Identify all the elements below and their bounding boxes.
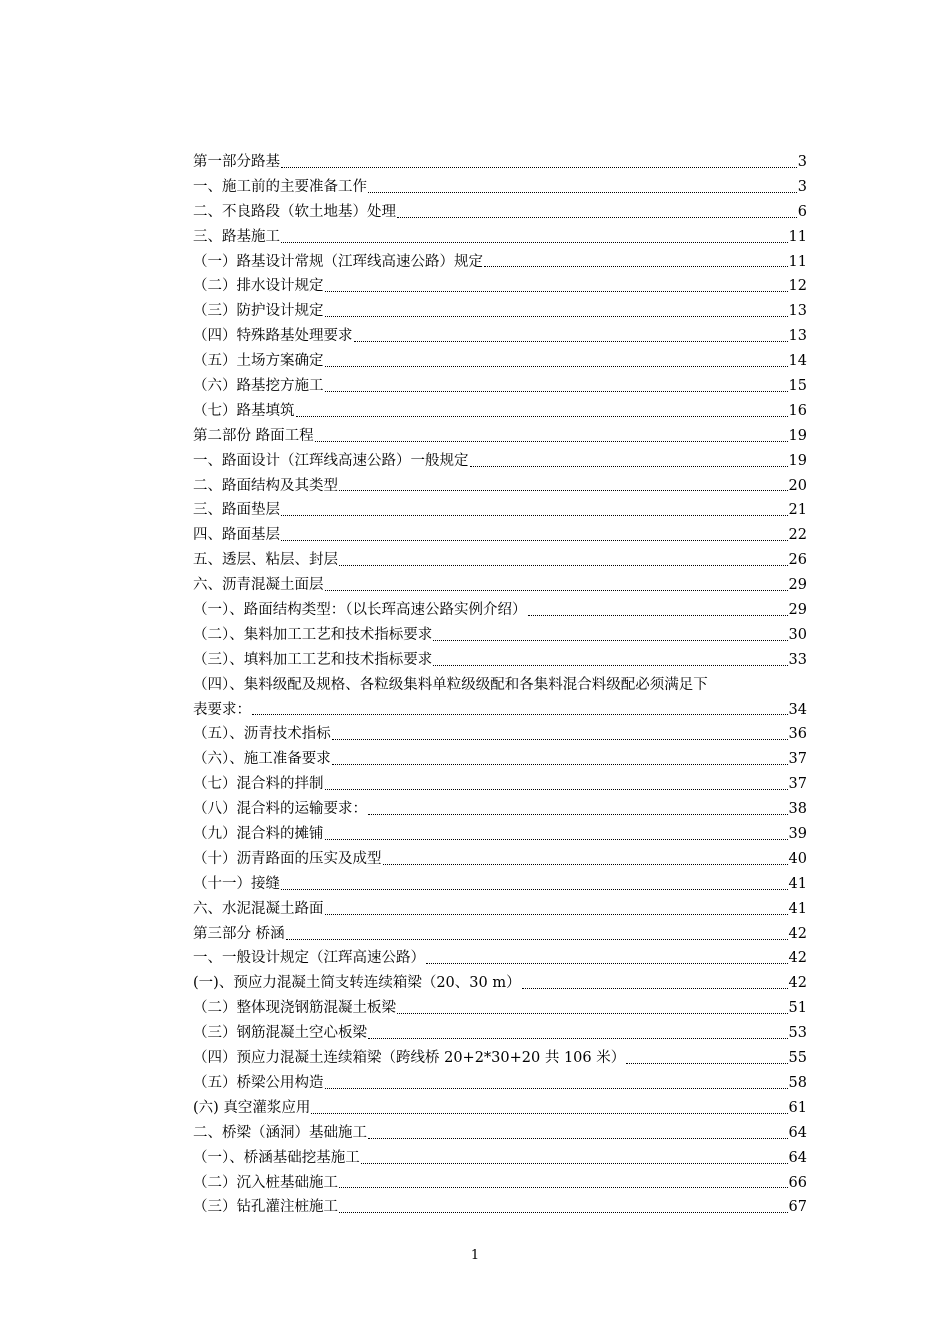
toc-entry-title: （八）混合料的运输要求： <box>193 801 367 818</box>
toc-dot-leader <box>325 789 788 790</box>
toc-entry[interactable] <box>193 1195 807 1220</box>
toc-dot-leader <box>433 665 787 666</box>
toc-entry-title: （七）路基填筑 <box>193 402 295 419</box>
toc-entry-page: 22 <box>788 527 807 544</box>
toc-entry-title: （五）、沥青技术指标 <box>193 726 331 743</box>
toc-dot-leader <box>286 939 788 940</box>
toc-dot-leader <box>339 1212 788 1213</box>
toc-entry[interactable] <box>193 1071 807 1096</box>
toc-dot-leader <box>383 864 788 865</box>
toc-entry-page: 6 <box>797 203 807 220</box>
table-of-contents <box>193 150 807 1220</box>
toc-entry[interactable] <box>193 474 807 499</box>
toc-entry-page: 58 <box>788 1074 807 1091</box>
toc-dot-leader <box>281 540 788 541</box>
toc-entry-title: 第三部分 桥涵 <box>193 925 285 942</box>
toc-entry[interactable] <box>193 1021 807 1046</box>
toc-dot-leader <box>325 839 788 840</box>
toc-entry[interactable] <box>193 399 807 424</box>
toc-dot-leader <box>397 217 797 218</box>
toc-dot-leader <box>315 441 788 442</box>
toc-entry-page: 19 <box>788 452 807 469</box>
toc-entry-page: 14 <box>788 353 807 370</box>
toc-dot-leader <box>522 988 788 989</box>
toc-entry[interactable] <box>193 175 807 200</box>
toc-entry[interactable] <box>193 872 807 897</box>
toc-entry-title: 六、水泥混凝土路面 <box>193 900 324 917</box>
toc-entry-page: 55 <box>788 1050 807 1067</box>
toc-dot-leader <box>325 366 788 367</box>
toc-entry-title: （二）、集料加工工艺和技术指标要求 <box>193 626 433 643</box>
toc-entry-title: 一、路面设计（江珲线高速公路）一般规定 <box>193 452 469 469</box>
toc-dot-leader <box>339 565 788 566</box>
toc-entry-title: （三）钢筋混凝土空心板梁 <box>193 1025 367 1042</box>
toc-entry[interactable] <box>193 523 807 548</box>
toc-dot-leader <box>368 1138 788 1139</box>
toc-entry[interactable] <box>193 971 807 996</box>
toc-dot-leader <box>332 764 788 765</box>
toc-entry-page: 33 <box>788 651 807 668</box>
toc-entry-page: 16 <box>788 402 807 419</box>
toc-entry-title: (六) 真空灌浆应用 <box>193 1099 311 1116</box>
toc-entry-page: 37 <box>788 751 807 768</box>
toc-entry-title: （九）混合料的摊铺 <box>193 826 324 843</box>
toc-entry-page: 37 <box>788 776 807 793</box>
toc-dot-leader <box>296 416 788 417</box>
toc-dot-leader <box>281 167 797 168</box>
toc-dot-leader <box>325 391 788 392</box>
toc-entry-title: 一、一般设计规定（江珲高速公路） <box>193 950 425 967</box>
page-number: 1 <box>470 1248 480 1263</box>
toc-entry[interactable] <box>193 374 807 399</box>
toc-dot-leader <box>339 1187 788 1188</box>
toc-entry[interactable] <box>193 449 807 474</box>
toc-dot-leader <box>470 466 788 467</box>
toc-entry-page: 11 <box>788 253 807 270</box>
toc-entry-title: （二）整体现浇钢筋混凝土板梁 <box>193 1000 396 1017</box>
toc-entry-page: 39 <box>788 826 807 843</box>
toc-entry-page: 26 <box>788 552 807 569</box>
toc-entry-title: 一、施工前的主要准备工作 <box>193 178 367 195</box>
toc-dot-leader <box>252 714 788 715</box>
toc-entry[interactable] <box>193 274 807 299</box>
toc-entry[interactable] <box>193 1171 807 1196</box>
toc-entry[interactable] <box>193 349 807 374</box>
toc-entry-page: 29 <box>788 602 807 619</box>
toc-entry-page: 64 <box>788 1124 807 1141</box>
toc-entry-title: （四）特殊路基处理要求 <box>193 328 353 345</box>
toc-entry-page: 29 <box>788 577 807 594</box>
toc-dot-leader <box>281 242 788 243</box>
toc-entry-title: （三）、填料加工工艺和技术指标要求 <box>193 651 433 668</box>
toc-entry[interactable] <box>193 225 807 250</box>
toc-entry-title: （五）桥梁公用构造 <box>193 1074 324 1091</box>
toc-entry-title: 三、路面垫层 <box>193 502 280 519</box>
toc-entry[interactable] <box>193 299 807 324</box>
toc-entry[interactable] <box>193 250 807 275</box>
toc-dot-leader <box>484 266 788 267</box>
toc-entry-page: 12 <box>788 278 807 295</box>
toc-entry[interactable] <box>193 573 807 598</box>
toc-entry[interactable] <box>193 698 807 723</box>
toc-dot-leader <box>426 963 788 964</box>
toc-entry-page: 40 <box>788 850 807 867</box>
toc-entry[interactable] <box>193 722 807 747</box>
toc-entry-title: （十一）接缝 <box>193 875 280 892</box>
toc-dot-leader <box>368 814 788 815</box>
toc-entry[interactable] <box>193 424 807 449</box>
toc-entry-page: 15 <box>788 378 807 394</box>
toc-entry-page: 67 <box>788 1199 807 1216</box>
toc-entry-title: （三）防护设计规定 <box>193 303 324 320</box>
toc-entry-title: 二、路面结构及其类型 <box>193 477 338 494</box>
toc-dot-leader <box>281 515 788 516</box>
toc-entry-page: 36 <box>788 726 807 743</box>
toc-entry-title: （二）沉入桩基础施工 <box>193 1174 338 1191</box>
toc-entry-title: 三、路基施工 <box>193 228 280 245</box>
toc-entry-title: （二）排水设计规定 <box>193 278 324 295</box>
toc-entry[interactable] <box>193 200 807 225</box>
toc-entry-page: 34 <box>788 701 807 718</box>
toc-entry-page: 51 <box>788 1000 807 1017</box>
toc-entry-title: （一）路基设计常规（江珲线高速公路）规定 <box>193 253 483 270</box>
toc-entry-title: 第二部份 路面工程 <box>193 427 314 444</box>
toc-dot-leader <box>354 341 788 342</box>
toc-entry-page: 41 <box>788 900 807 917</box>
toc-entry-title: 第一部分路基 <box>193 153 280 170</box>
toc-entry[interactable] <box>193 772 807 797</box>
toc-entry[interactable] <box>193 922 807 947</box>
toc-dot-leader <box>361 1163 788 1164</box>
toc-entry-title: 四、路面基层 <box>193 527 280 544</box>
toc-entry-page: 21 <box>788 502 807 519</box>
toc-entry-page: 42 <box>788 975 807 992</box>
toc-entry[interactable] <box>193 797 807 822</box>
toc-entry[interactable] <box>193 648 807 673</box>
toc-entry-page: 53 <box>788 1025 807 1042</box>
toc-entry-page: 64 <box>788 1149 807 1166</box>
toc-entry[interactable] <box>193 1146 807 1171</box>
toc-dot-leader <box>433 640 787 641</box>
toc-entry-page: 30 <box>788 626 807 643</box>
toc-entry-title: （三）钻孔灌注桩施工 <box>193 1199 338 1216</box>
toc-entry-title: （六）路基挖方施工 <box>193 378 324 394</box>
toc-entry[interactable] <box>193 150 807 175</box>
toc-entry-title: (一)、预应力混凝土简支转连续箱梁（20、30 m） <box>193 975 521 992</box>
toc-entry-title: （五）土场方案确定 <box>193 353 324 370</box>
toc-entry[interactable] <box>193 996 807 1021</box>
toc-dot-leader <box>325 1088 788 1089</box>
toc-entry-title: 二、桥梁（涵洞）基础施工 <box>193 1124 367 1141</box>
toc-entry-page: 13 <box>788 303 807 320</box>
toc-dot-leader <box>311 1113 787 1114</box>
toc-entry-page: 20 <box>788 477 807 494</box>
toc-entry[interactable] <box>193 947 807 972</box>
toc-entry[interactable] <box>193 598 807 623</box>
toc-entry-page: 41 <box>788 875 807 892</box>
toc-dot-leader <box>626 1063 787 1064</box>
toc-entry-page: 66 <box>788 1174 807 1191</box>
toc-entry-title: （七）混合料的拌制 <box>193 776 324 793</box>
toc-dot-leader <box>281 889 788 890</box>
toc-entry-title: 二、不良路段（软土地基）处理 <box>193 203 396 220</box>
toc-entry-page: 3 <box>797 178 807 195</box>
toc-entry-page: 42 <box>788 950 807 967</box>
toc-entry-wrapped-first-line[interactable]: （四）、集料级配及规格、各粒级集料单粒级级配和各集料混合料级配必须满足下 <box>193 676 708 693</box>
toc-entry[interactable] <box>193 498 807 523</box>
toc-entry[interactable] <box>193 822 807 847</box>
toc-entry-title: （十）沥青路面的压实及成型 <box>193 850 382 867</box>
toc-entry-page: 38 <box>788 801 807 818</box>
toc-entry[interactable] <box>193 623 807 648</box>
toc-dot-leader <box>368 192 797 193</box>
toc-entry[interactable] <box>193 747 807 772</box>
toc-dot-leader <box>368 1038 788 1039</box>
toc-entry-title: （一）、桥涵基础挖基施工 <box>193 1149 360 1166</box>
toc-entry[interactable] <box>193 897 807 922</box>
toc-entry[interactable] <box>193 1121 807 1146</box>
toc-entry-page: 3 <box>797 153 807 170</box>
toc-dot-leader <box>325 291 788 292</box>
toc-entry-page: 19 <box>788 427 807 444</box>
toc-entry-title: 五、透层、粘层、封层 <box>193 552 338 569</box>
toc-entry-title: （一）、路面结构类型：（以长珲高速公路实例介绍） <box>193 602 527 619</box>
toc-dot-leader <box>332 739 788 740</box>
toc-entry-title: 表要求： <box>193 701 251 718</box>
toc-entry-page: 42 <box>788 925 807 942</box>
toc-entry-title: （四）预应力混凝土连续箱梁（跨线桥 20+2*30+20 共 106 米） <box>193 1050 626 1067</box>
toc-dot-leader <box>528 615 788 616</box>
toc-dot-leader <box>397 1013 788 1014</box>
toc-entry[interactable] <box>193 1046 807 1071</box>
toc-dot-leader <box>325 590 788 591</box>
toc-entry[interactable] <box>193 847 807 872</box>
toc-entry-title: 六、沥青混凝土面层 <box>193 577 324 594</box>
toc-dot-leader <box>339 490 788 491</box>
toc-entry[interactable] <box>193 548 807 573</box>
toc-dot-leader <box>325 316 788 317</box>
toc-entry[interactable] <box>193 1096 807 1121</box>
toc-dot-leader <box>325 914 788 915</box>
toc-entry[interactable] <box>193 324 807 349</box>
toc-entry-page: 11 <box>788 228 807 245</box>
toc-entry-page: 61 <box>788 1099 807 1116</box>
toc-entry-page: 13 <box>788 328 807 345</box>
toc-entry-title: （六）、施工准备要求 <box>193 751 331 768</box>
